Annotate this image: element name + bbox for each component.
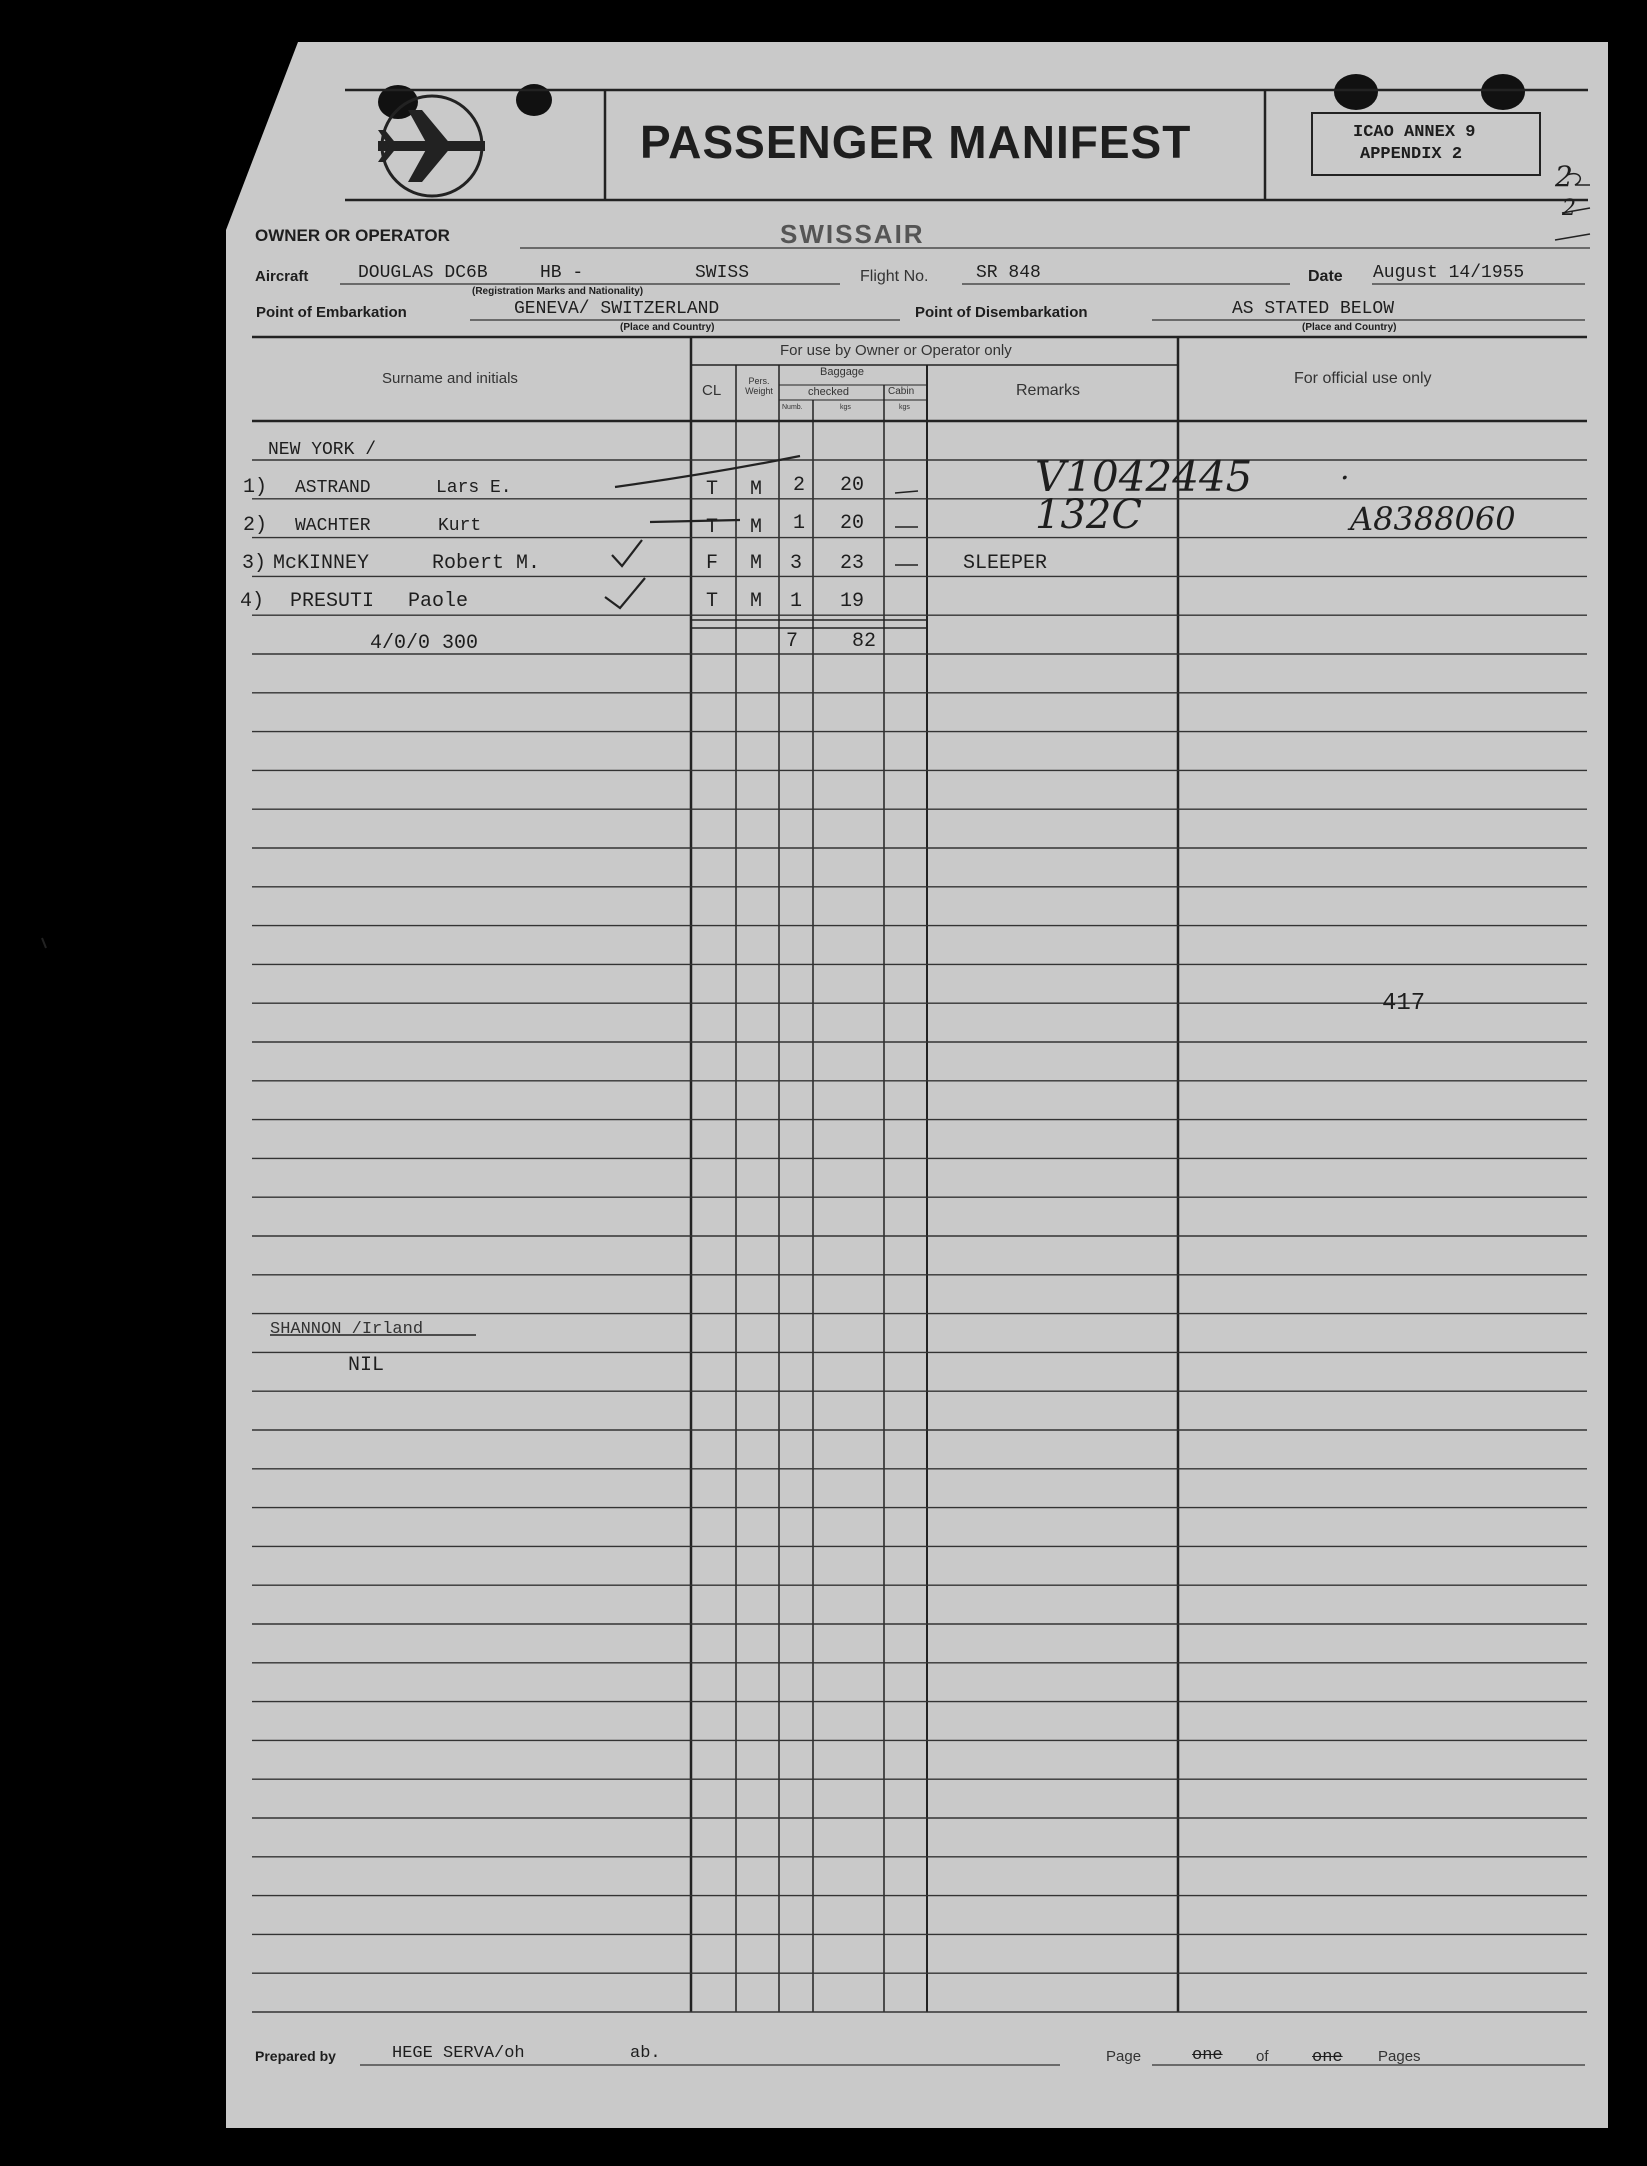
margin-mark: 2 bbox=[1562, 196, 1576, 221]
passenger-class: F bbox=[706, 552, 719, 575]
baggage-numb: 3 bbox=[790, 552, 803, 575]
aircraft-registration: HB - bbox=[540, 263, 584, 283]
table-row-lines bbox=[252, 460, 1587, 2012]
passenger-initials: Kurt bbox=[438, 516, 482, 536]
col-checked: checked bbox=[808, 386, 849, 398]
passenger-weight: M bbox=[750, 552, 763, 575]
passenger-number: 3) bbox=[242, 552, 267, 575]
col-kgs: kgs bbox=[840, 404, 851, 411]
page-label: Page bbox=[1106, 2048, 1142, 2065]
official-note: 417 bbox=[1382, 990, 1426, 1017]
col-numb: Numb. bbox=[782, 404, 803, 411]
baggage-cabin bbox=[888, 552, 910, 572]
page-value: one bbox=[1192, 2046, 1223, 2065]
total-kgs: 82 bbox=[852, 630, 877, 653]
manifest-title: PASSENGER MANIFEST bbox=[640, 116, 1192, 168]
col-baggage: Baggage bbox=[820, 366, 865, 378]
col-surname: Surname and initials bbox=[382, 370, 518, 387]
icao-annex: ICAO ANNEX 9 bbox=[1353, 123, 1476, 142]
passenger-initials: Robert M. bbox=[432, 552, 541, 575]
embarkation-sub-label: (Place and Country) bbox=[620, 322, 715, 333]
embarkation-value: GENEVA/ SWITZERLAND bbox=[514, 299, 720, 319]
passenger-class: T bbox=[706, 590, 719, 613]
punch-hole bbox=[1334, 74, 1378, 110]
margin-mark: 2 bbox=[1555, 160, 1573, 193]
baggage-kgs: 23 bbox=[840, 552, 865, 575]
disembarkation-sub-label: (Place and Country) bbox=[1302, 322, 1397, 333]
flight-number: SR 848 bbox=[976, 263, 1041, 283]
baggage-kgs: 20 bbox=[840, 512, 865, 535]
passenger-official: A8388060 bbox=[1350, 500, 1516, 538]
col-remarks: Remarks bbox=[1016, 382, 1081, 399]
baggage-numb: 2 bbox=[793, 474, 806, 497]
passenger-number: 1) bbox=[243, 476, 268, 499]
passenger-remarks: 132C bbox=[1035, 492, 1142, 538]
aircraft-label: Aircraft bbox=[255, 268, 309, 285]
col-cabin: Cabin bbox=[888, 386, 915, 397]
passenger-official: . bbox=[1340, 452, 1350, 487]
pages-value: one bbox=[1312, 2048, 1343, 2067]
pages-label: Pages bbox=[1378, 2048, 1421, 2065]
section-summary: 4/0/0 300 bbox=[370, 632, 479, 655]
passenger-remarks: SLEEPER bbox=[963, 552, 1048, 575]
baggage-cabin bbox=[888, 514, 910, 534]
passenger-initials: Lars E. bbox=[436, 478, 512, 498]
total-numb: 7 bbox=[786, 630, 799, 653]
baggage-kgs: 19 bbox=[840, 590, 865, 613]
passenger-remarks: V1042445 bbox=[1035, 452, 1253, 501]
baggage-numb: 1 bbox=[793, 512, 806, 535]
passenger-number: 4) bbox=[240, 590, 265, 613]
passenger-weight: M bbox=[750, 516, 763, 539]
passenger-class: T bbox=[706, 478, 719, 501]
shannon-value: NIL bbox=[348, 1354, 385, 1377]
owner-label: OWNER OR OPERATOR bbox=[255, 226, 450, 245]
passenger-number: 2) bbox=[243, 514, 268, 537]
shannon-destination: SHANNON /Irland bbox=[270, 1320, 424, 1339]
passenger-surname: WACHTER bbox=[295, 516, 371, 536]
passenger-weight: M bbox=[750, 478, 763, 501]
prepared-by-value: HEGE SERVA/oh bbox=[392, 2044, 525, 2063]
aircraft-type: DOUGLAS DC6B bbox=[358, 263, 488, 283]
flight-label: Flight No. bbox=[860, 268, 929, 285]
disembarkation-value: AS STATED BELOW bbox=[1232, 299, 1395, 319]
aircraft-sub-label: (Registration Marks and Nationality) bbox=[472, 286, 644, 297]
passenger-surname: ASTRAND bbox=[295, 478, 371, 498]
passenger-class: T bbox=[706, 516, 719, 539]
prepared-by-extra: ab. bbox=[630, 2044, 661, 2063]
punch-hole bbox=[1481, 74, 1525, 110]
baggage-numb: 1 bbox=[790, 590, 803, 613]
of-label: of bbox=[1256, 2048, 1269, 2065]
disembarkation-label: Point of Disembarkation bbox=[915, 304, 1088, 321]
col-cabin-kgs: kgs bbox=[899, 404, 910, 411]
aircraft-nationality: SWISS bbox=[695, 263, 750, 283]
date-label: Date bbox=[1308, 268, 1343, 285]
icao-appendix: APPENDIX 2 bbox=[1360, 145, 1463, 164]
baggage-kgs: 20 bbox=[840, 474, 865, 497]
passenger-surname: PRESUTI bbox=[290, 590, 375, 613]
col-official: For official use only bbox=[1294, 370, 1432, 387]
prepared-by-label: Prepared by bbox=[255, 2048, 336, 2064]
passenger-weight: M bbox=[750, 590, 763, 613]
col-pers-weight: Pers. Weight bbox=[745, 376, 773, 396]
embarkation-label: Point of Embarkation bbox=[256, 304, 407, 321]
baggage-cabin bbox=[888, 476, 910, 496]
date-value: August 14/1955 bbox=[1373, 263, 1525, 283]
passenger-initials: Paole bbox=[408, 590, 469, 613]
passenger-surname: McKINNEY bbox=[273, 552, 370, 575]
col-cl: CL bbox=[702, 382, 722, 399]
section-destination: NEW YORK / bbox=[268, 440, 377, 460]
col-owner-use: For use by Owner or Operator only bbox=[780, 342, 1012, 359]
owner-value: SWISSAIR bbox=[780, 219, 925, 249]
